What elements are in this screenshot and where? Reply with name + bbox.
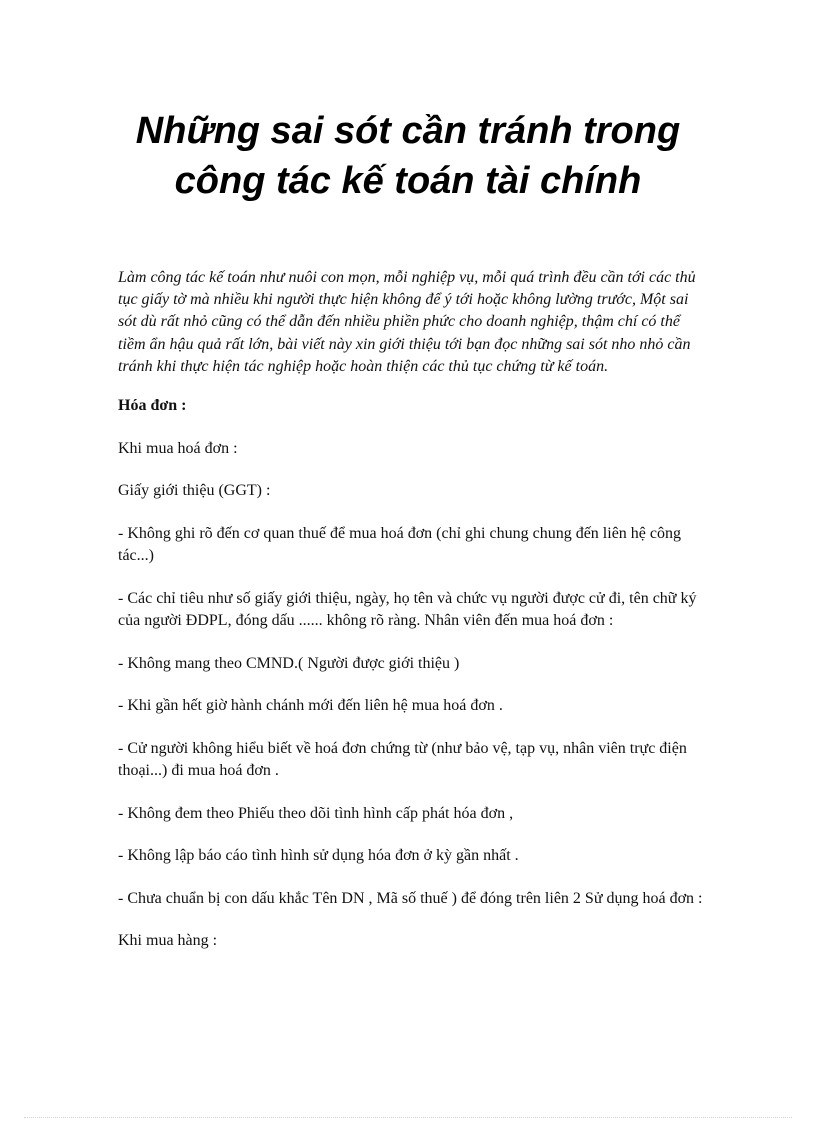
- page-bottom-divider: [24, 1117, 792, 1118]
- document-body: [118, 267, 703, 953]
- section-heading-hoa-don: Hóa đơn :: [118, 397, 187, 415]
- paragraph: - Không lập báo cáo tình hình sử dụng hóa đơn ở kỳ gần nhất .: [118, 847, 519, 865]
- paragraph: - Không đem theo Phiếu theo dõi tình hình cấp phát hóa đơn ,: [118, 804, 514, 822]
- paragraph: - Không ghi rõ đến cơ quan thuế để mua hoá đơn (chỉ ghi chung chung đến liên hệ công tác...): [118, 524, 681, 565]
- intro-paragraph: Làm công tác kế toán như nuôi con mọn, mỗi nghiệp vụ, mỗi quá trình đều cần tới các thủ tục giấy tờ mà nhiều khi người thực hiện không để ý tới hoặc không lường trước, Một sai sót dù rất nhỏ cũng có thể dẫn đến nhiều phiền phức cho doanh nghiệp, thậm chí có thể tiềm ẩn hậu quả rất lớn, bài viết này xin giới thiệu tới bạn đọc những sai sót nho nhỏ cần tránh khi thực hiện tác nghiệp hoặc hoàn thiện các thủ tục chứng từ kế toán.: [118, 269, 696, 375]
- paragraph: - Các chỉ tiêu như số giấy giới thiệu, ngày, họ tên và chức vụ người được cử đi, tên chữ ký của người ĐDPL, đóng dấu ...... không rõ ràng. Nhân viên đến mua hoá đơn :: [118, 589, 697, 630]
- paragraph: Khi mua hàng :: [118, 932, 218, 950]
- document-title: [100, 106, 716, 206]
- paragraph: - Chưa chuẩn bị con dấu khắc Tên DN , Mã số thuế ) để đóng trên liên 2 Sử dụng hoá đơn :: [118, 889, 703, 907]
- title-line-2: công tác kế toán tài chính: [174, 160, 642, 202]
- paragraph: - Cử người không hiểu biết về hoá đơn chứng từ (như bảo vệ, tạp vụ, nhân viên trực điện thoại...) đi mua hoá đơn .: [118, 739, 687, 780]
- paragraph: Giấy giới thiệu (GGT) :: [118, 482, 271, 500]
- title-line-1: Những sai sót cần tránh trong: [135, 110, 681, 152]
- paragraph: Khi mua hoá đơn :: [118, 439, 238, 457]
- paragraph: - Khi gần hết giờ hành chánh mới đến liên hệ mua hoá đơn .: [118, 697, 503, 715]
- paragraph: - Không mang theo CMND.( Người được giới thiệu ): [118, 654, 460, 672]
